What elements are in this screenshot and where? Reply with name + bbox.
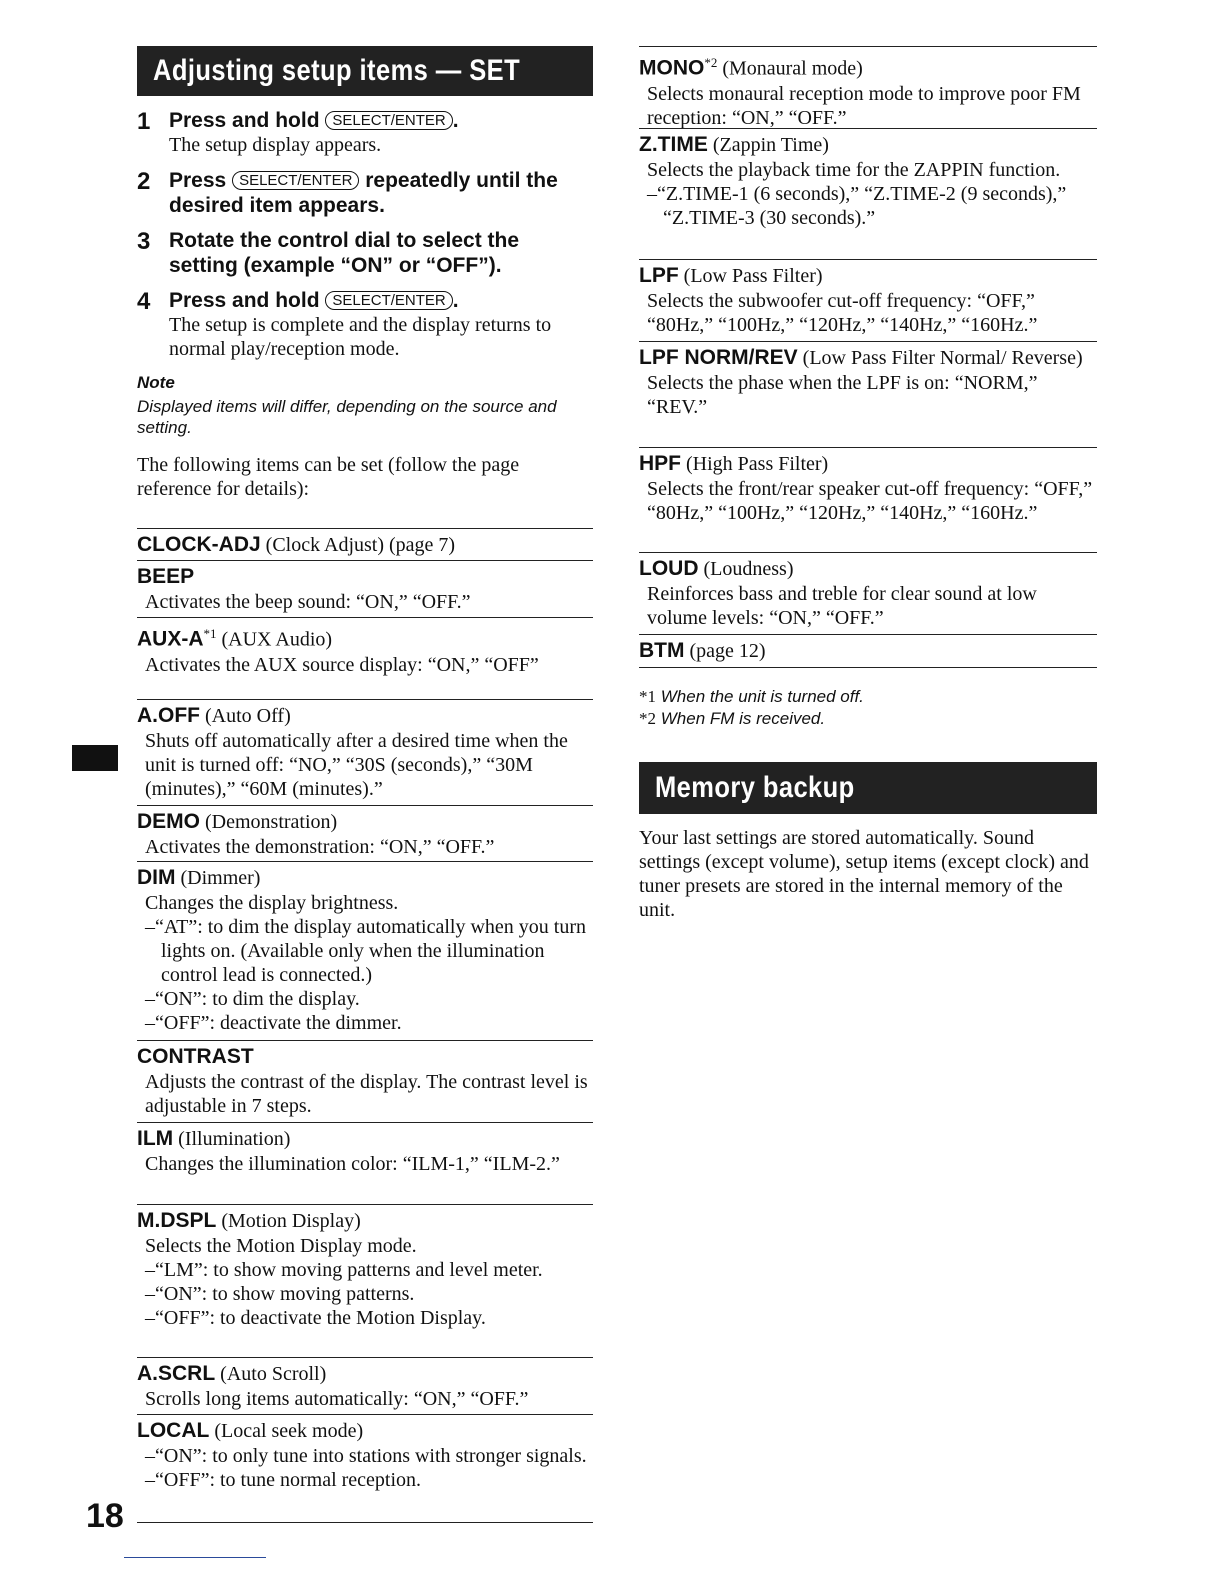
footnote-2: *2 When FM is received. <box>639 709 826 728</box>
select-enter-key: SELECT/ENTER <box>325 111 452 130</box>
note-text: Displayed items will differ, depending on the source and setting. <box>137 397 557 437</box>
item-dim: DIM (Dimmer) Changes the display brightness. –“AT”: to dim the display automatically when you turn lights on. (Available only when the illumination control lead is connected.) –“ON”: to dim the display. –“OFF”: deactivate the dimmer. <box>137 861 593 1035</box>
step-number: 2 <box>137 168 151 195</box>
divider <box>639 667 1097 668</box>
item-beep: BEEP Activates the beep sound: “ON,” “OFF.” <box>137 560 593 614</box>
step-instruction: Press and hold SELECT/ENTER . <box>169 109 459 132</box>
item-z-time: Z.TIME (Zappin Time) Selects the playback time for the ZAPPIN function. –“Z.TIME-1 (6 seconds),” “Z.TIME-2 (9 seconds),” “Z.TIME-3 (30 seconds).” <box>639 128 1097 230</box>
step-instruction: Rotate the control dial to select the setting (example “ON” or “OFF”). <box>169 229 520 277</box>
step-instruction: Press SELECT/ENTER repeatedly until the desired item appears. <box>169 169 558 217</box>
item-a-off: A.OFF (Auto Off) Shuts off automatically after a desired time when the unit is turned off: “NO,” “30S (seconds),” “30M (minutes),” “60M (minutes).” <box>137 699 593 801</box>
select-enter-key: SELECT/ENTER <box>325 291 452 310</box>
item-btm: BTM (page 12) <box>639 634 1097 664</box>
item-demo: DEMO (Demonstration) Activates the demonstration: “ON,” “OFF.” <box>137 805 593 859</box>
step-4 <box>137 288 593 361</box>
step-number: 4 <box>137 288 151 315</box>
item-loud: LOUD (Loudness) Reinforces bass and treble for clear sound at low volume levels: “ON,” “OFF.” <box>639 552 1097 630</box>
item-aux-a: AUX-$A^{*1}$ (AUX Audio) Activates the AUX source display: “ON,” “OFF” <box>137 617 593 677</box>
footnote-1: *1 When the unit is turned off. <box>639 687 864 706</box>
item-m-dspl: M.DSPL (Motion Display) Selects the Motion Display mode. –“LM”: to show moving patterns and level meter. –“ON”: to show moving patterns. –“OFF”: to deactivate the Motion Display. <box>137 1204 593 1330</box>
item-ilm: ILM (Illumination) Changes the illumination color: “ILM-1,” “ILM-2.” <box>137 1122 593 1176</box>
step-description: The setup is complete and the display returns to normal play/reception mode. <box>169 314 552 360</box>
item-hpf: HPF (High Pass Filter) Selects the front/rear speaker cut-off frequency: “OFF,” “80Hz,” “100Hz,” “120Hz,” “140Hz,” “160Hz.” <box>639 447 1097 525</box>
item-lpf-norm-rev: LPF NORM/REV (Low Pass Filter Normal/ Reverse) Selects the phase when the LPF is on: “NORM,” “REV.” <box>639 341 1097 419</box>
item-a-scrl: A.SCRL (Auto Scroll) Scrolls long items automatically: “ON,” “OFF.” <box>137 1357 593 1411</box>
select-enter-key: SELECT/ENTER <box>232 171 359 190</box>
item-clock-adj: CLOCK-ADJ (Clock Adjust) (page 7) <box>137 528 593 558</box>
item-lpf: LPF (Low Pass Filter) Selects the subwoofer cut-off frequency: “OFF,” “80Hz,” “100Hz,” “120Hz,” “140Hz,” “160Hz.” <box>639 259 1097 337</box>
page-number: 18 <box>86 1497 124 1535</box>
item-contrast: CONTRAST Adjusts the contrast of the display. The contrast level is adjustable in 7 steps. <box>137 1040 593 1118</box>
memory-backup-text: Your last settings are stored automatically. Sound settings (except volume), setup items (except clock) and tuner presets are stored in the internal memory of the unit. <box>639 827 1089 921</box>
step-1 <box>137 108 593 157</box>
footer-rule <box>124 1557 266 1558</box>
step-number: 1 <box>137 108 151 135</box>
step-3 <box>137 228 593 278</box>
divider <box>137 1522 593 1523</box>
note-heading: Note <box>137 373 175 392</box>
memory-backup-heading: Memory backup <box>639 762 1097 814</box>
set-section-heading: Adjusting setup items — SET <box>137 46 593 96</box>
section-tab-marker <box>72 745 118 771</box>
step-number: 3 <box>137 228 151 255</box>
step-description: The setup display appears. <box>169 134 382 156</box>
item-mono: MONO$^{*2}$ (Monaural mode) Selects monaural reception mode to improve poor FM reception: “ON,” “OFF.” <box>639 46 1097 130</box>
step-instruction: Press and hold SELECT/ENTER . <box>169 289 459 312</box>
intro-text: The following items can be set (follow the page reference for details): <box>137 454 520 500</box>
item-local: LOCAL (Local seek mode) –“ON”: to only tune into stations with stronger signals. –“OFF”: to tune normal reception. <box>137 1414 593 1492</box>
step-2 <box>137 168 593 218</box>
